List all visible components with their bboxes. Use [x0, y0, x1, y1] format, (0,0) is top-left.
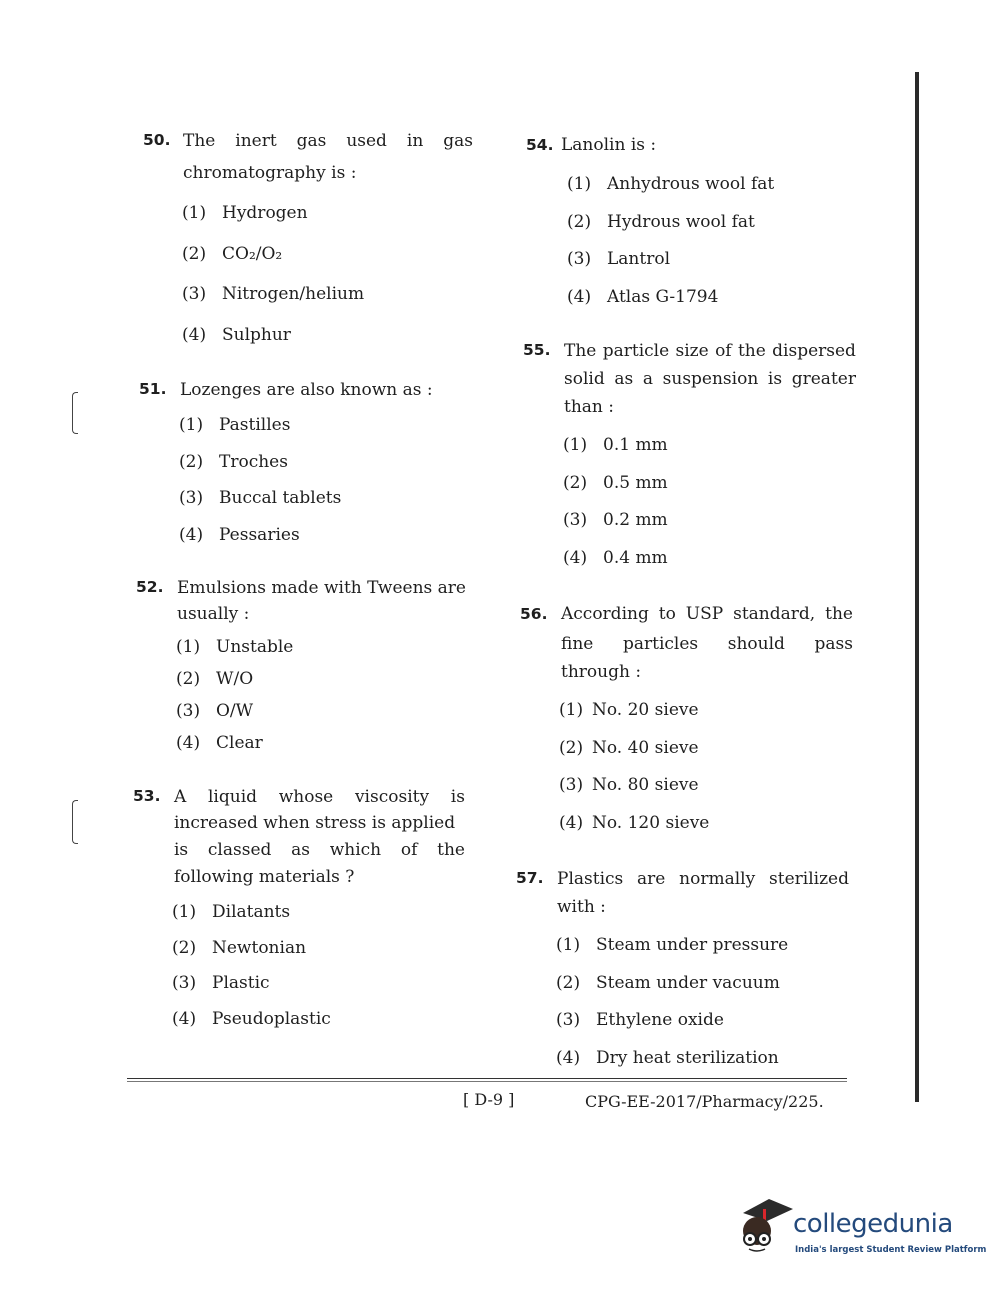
option-item — [559, 700, 699, 720]
question-word: gas — [443, 131, 473, 151]
question-word: of — [715, 341, 732, 361]
option-item — [179, 452, 288, 472]
option-text: Hydrous wool fat — [607, 211, 755, 232]
option-item — [559, 813, 709, 833]
option-text: Plastic — [212, 973, 270, 993]
question-word: in — [406, 131, 424, 151]
question-word: Plastics — [557, 869, 624, 889]
option-text: Steam under vacuum — [596, 972, 780, 993]
option-item — [176, 669, 253, 689]
question-number: 54. — [526, 136, 554, 154]
option-item — [563, 473, 668, 493]
margin-bracket — [72, 800, 78, 844]
question-number: 56. — [520, 605, 548, 623]
option-number: (4) — [176, 733, 201, 753]
question-word: viscosity — [354, 787, 430, 807]
question-word: is — [450, 787, 465, 807]
option-item — [563, 435, 668, 455]
question-number: 55. — [523, 341, 551, 359]
scan-edge-bar — [915, 72, 919, 1102]
option-number: (2) — [563, 472, 588, 493]
option-number: (3) — [567, 249, 592, 269]
page-number: [ D-9 ] — [463, 1090, 515, 1109]
option-item — [563, 548, 668, 568]
option-number: (3) — [179, 488, 204, 508]
question-text — [174, 840, 465, 860]
question-text: than : — [564, 397, 614, 417]
option-item — [176, 733, 263, 753]
question-word: normally — [679, 869, 756, 889]
question-text: through : — [561, 662, 642, 682]
question-word: suspension — [662, 369, 759, 389]
option-item — [556, 973, 780, 993]
question-text: increased when stress is applied — [174, 813, 456, 833]
option-item — [172, 973, 270, 993]
option-number: (3) — [176, 701, 201, 721]
question-word: the — [737, 341, 766, 361]
option-item — [172, 1009, 331, 1029]
question-text — [183, 131, 473, 151]
option-item — [179, 415, 290, 435]
option-text: Dry heat sterilization — [596, 1047, 779, 1068]
option-text: Atlas G-1794 — [607, 286, 719, 307]
option-item — [556, 1010, 724, 1030]
question-word: solid — [564, 369, 605, 389]
question-word: is — [174, 840, 189, 860]
question-text: Emulsions made with Tweens are — [177, 578, 466, 598]
option-number: (2) — [179, 451, 204, 472]
option-item — [176, 637, 293, 657]
option-item — [567, 287, 718, 307]
question-word: USP — [685, 604, 724, 624]
question-word: is — [767, 369, 783, 389]
option-number: (2) — [556, 972, 581, 993]
question-word: fine — [561, 634, 594, 654]
option-text: Pastilles — [219, 415, 291, 435]
option-number: (4) — [179, 524, 204, 545]
question-number: 52. — [136, 578, 164, 596]
question-word: greater — [791, 369, 856, 389]
option-item — [182, 203, 308, 223]
option-text: No. 80 sieve — [592, 775, 699, 795]
option-number: (1) — [567, 174, 592, 194]
question-word: to — [658, 604, 676, 624]
question-text: following materials ? — [174, 867, 355, 887]
option-item — [559, 738, 699, 758]
question-number: 51. — [139, 380, 167, 398]
option-number: (1) — [179, 415, 204, 435]
question-text: usually : — [177, 604, 250, 624]
question-word: the — [825, 604, 853, 624]
option-item — [556, 1048, 779, 1068]
question-text: Lozenges are also known as : — [180, 380, 433, 400]
footer-rule — [127, 1081, 847, 1082]
option-text: Ethylene oxide — [596, 1010, 724, 1030]
option-text: 0.5 mm — [603, 472, 668, 493]
question-text — [174, 787, 465, 807]
question-word: as — [614, 369, 634, 389]
option-text: CO₂/O₂ — [222, 243, 283, 264]
exam-code: CPG-EE-2017/Pharmacy/225. — [585, 1092, 824, 1111]
option-number: (4) — [567, 286, 592, 307]
question-text: chromatography is : — [183, 163, 357, 183]
option-number: (4) — [182, 324, 207, 345]
option-item — [556, 935, 788, 955]
question-text: with : — [557, 897, 606, 917]
option-number: (3) — [563, 510, 588, 530]
option-item — [179, 488, 341, 508]
question-word: size — [675, 341, 709, 361]
option-text: Dilatants — [212, 902, 291, 922]
question-word: The — [564, 341, 597, 361]
question-word: gas — [296, 131, 327, 151]
option-number: (1) — [556, 935, 581, 955]
question-word: dispersed — [772, 341, 856, 361]
question-word: standard, — [733, 604, 816, 624]
question-word: The — [183, 131, 216, 151]
option-text: Anhydrous wool fat — [607, 174, 775, 194]
collegedunia-logo[interactable] — [735, 1195, 987, 1265]
question-word: the — [437, 840, 465, 860]
option-text: 0.2 mm — [603, 510, 668, 530]
option-text: Sulphur — [222, 324, 291, 345]
footer-rule — [127, 1078, 847, 1079]
option-number: (1) — [182, 203, 207, 223]
question-word: a — [642, 369, 653, 389]
option-item — [567, 249, 670, 269]
question-number: 57. — [516, 869, 544, 887]
option-number: (1) — [559, 700, 584, 720]
question-word: A — [174, 787, 187, 807]
question-text — [564, 341, 856, 361]
option-item — [567, 174, 774, 194]
option-text: Buccal tablets — [219, 488, 342, 508]
question-word: should — [727, 634, 785, 654]
option-item — [559, 775, 699, 795]
option-text: Newtonian — [212, 937, 307, 958]
option-text: O/W — [216, 701, 254, 721]
option-number: (4) — [563, 547, 588, 568]
question-text — [561, 604, 853, 624]
option-item — [567, 212, 755, 232]
logo-wordmark: collegedunia — [793, 1209, 953, 1239]
option-text: No. 40 sieve — [592, 737, 699, 758]
option-number: (4) — [556, 1047, 581, 1068]
option-text: Pseudoplastic — [212, 1008, 331, 1029]
option-item — [172, 938, 306, 958]
option-number: (3) — [182, 284, 207, 304]
option-text: No. 120 sieve — [592, 812, 710, 833]
question-word: are — [637, 869, 666, 889]
question-word: sterilized — [769, 869, 849, 889]
question-word: classed — [207, 840, 272, 860]
question-text: Lanolin is : — [561, 135, 657, 155]
option-number: (1) — [172, 902, 197, 922]
option-number: (4) — [559, 812, 584, 833]
question-text — [564, 369, 856, 389]
option-item — [182, 244, 282, 264]
option-number: (3) — [556, 1010, 581, 1030]
question-word: particle — [602, 341, 670, 361]
option-number: (2) — [567, 211, 592, 232]
option-text: Lantrol — [607, 249, 671, 269]
option-text: 0.4 mm — [603, 547, 668, 568]
option-text: Unstable — [216, 637, 294, 657]
question-word: used — [346, 131, 387, 151]
question-word: which — [329, 840, 382, 860]
question-text — [561, 634, 853, 654]
option-number: (1) — [563, 435, 588, 455]
option-number: (4) — [172, 1008, 197, 1029]
option-item — [176, 701, 253, 721]
option-number: (2) — [182, 243, 207, 264]
mascot-icon — [735, 1195, 795, 1257]
option-text: No. 20 sieve — [592, 700, 699, 720]
option-item — [179, 525, 300, 545]
option-item — [182, 284, 364, 304]
option-number: (2) — [172, 937, 197, 958]
option-text: Nitrogen/helium — [222, 284, 365, 304]
option-item — [563, 510, 668, 530]
question-number: 50. — [143, 131, 171, 149]
option-text: W/O — [216, 669, 254, 689]
option-item — [182, 325, 291, 345]
question-word: pass — [814, 634, 853, 654]
option-number: (2) — [559, 737, 584, 758]
option-number: (1) — [176, 637, 201, 657]
question-word: liquid — [207, 787, 258, 807]
question-word: inert — [235, 131, 277, 151]
option-text: Troches — [219, 451, 288, 472]
option-item — [172, 902, 290, 922]
option-text: Pessaries — [219, 524, 300, 545]
margin-bracket — [72, 392, 78, 434]
question-number: 53. — [133, 787, 161, 805]
question-word: particles — [622, 634, 699, 654]
option-text: Hydrogen — [222, 203, 308, 223]
option-number: (2) — [176, 669, 201, 689]
logo-tagline: India's largest Student Review Platform — [795, 1245, 987, 1255]
option-number: (3) — [559, 775, 584, 795]
question-word: According — [561, 604, 649, 624]
option-text: 0.1 mm — [603, 435, 668, 455]
option-number: (3) — [172, 973, 197, 993]
question-word: as — [291, 840, 310, 860]
question-text — [557, 869, 849, 889]
question-word: whose — [278, 787, 334, 807]
option-text: Clear — [216, 733, 263, 753]
option-text: Steam under pressure — [596, 935, 789, 955]
question-word: of — [400, 840, 418, 860]
